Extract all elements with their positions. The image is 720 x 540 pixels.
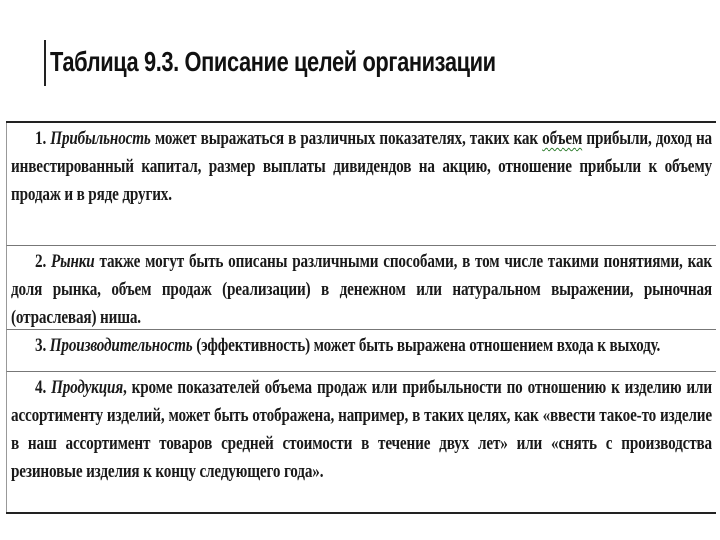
row-body: может выражаться в различных показателях, таких как — [150, 128, 543, 149]
row-term: Прибыльность — [50, 128, 151, 149]
row-term: Рынки — [50, 251, 95, 272]
goals-table — [6, 121, 716, 514]
row-text — [11, 248, 712, 330]
row-number: 1. — [35, 128, 47, 149]
row-body-continued: прибыли, доход на инвестированный капитал, размер выплаты дивидендов на акцию, отношение прибыли к объему продаж и в ряде других. — [11, 128, 712, 205]
row-number: 3. — [35, 335, 47, 356]
table-row — [6, 123, 716, 246]
row-body: (эффективность) может быть выражена отношением входа к выходу. — [192, 335, 661, 356]
row-number: 4. — [35, 377, 47, 398]
page-title: Таблица 9.3. Описание целей организации — [50, 46, 496, 77]
spellcheck-word: объем — [542, 128, 583, 149]
row-text — [11, 125, 712, 209]
table-row — [6, 330, 716, 372]
row-number: 2. — [35, 251, 47, 272]
row-term: Продукция — [51, 377, 123, 398]
row-body: , кроме показателей объема продаж или прибыльности по отношению к изделию или ассортименту изделий, может быть отображена, например, в таких целях, как «ввести такое-то изделие в наш ассортимент товаров средней стоимости в течение двух лет» или «снять с производства резиновые изделия к концу следующего года». — [11, 377, 713, 482]
table-row — [6, 246, 716, 330]
title-bar — [44, 40, 621, 86]
row-text — [11, 332, 712, 360]
row-text — [11, 374, 712, 486]
row-body: также могут быть описаны различными способами, в том числе такими понятиями, как доля рынка, объем продаж (реализации) в денежном или натуральном выражении, рыночная (отраслевая) ниша. — [11, 251, 712, 328]
row-term: Производительность — [49, 335, 193, 356]
table-row — [6, 372, 716, 512]
